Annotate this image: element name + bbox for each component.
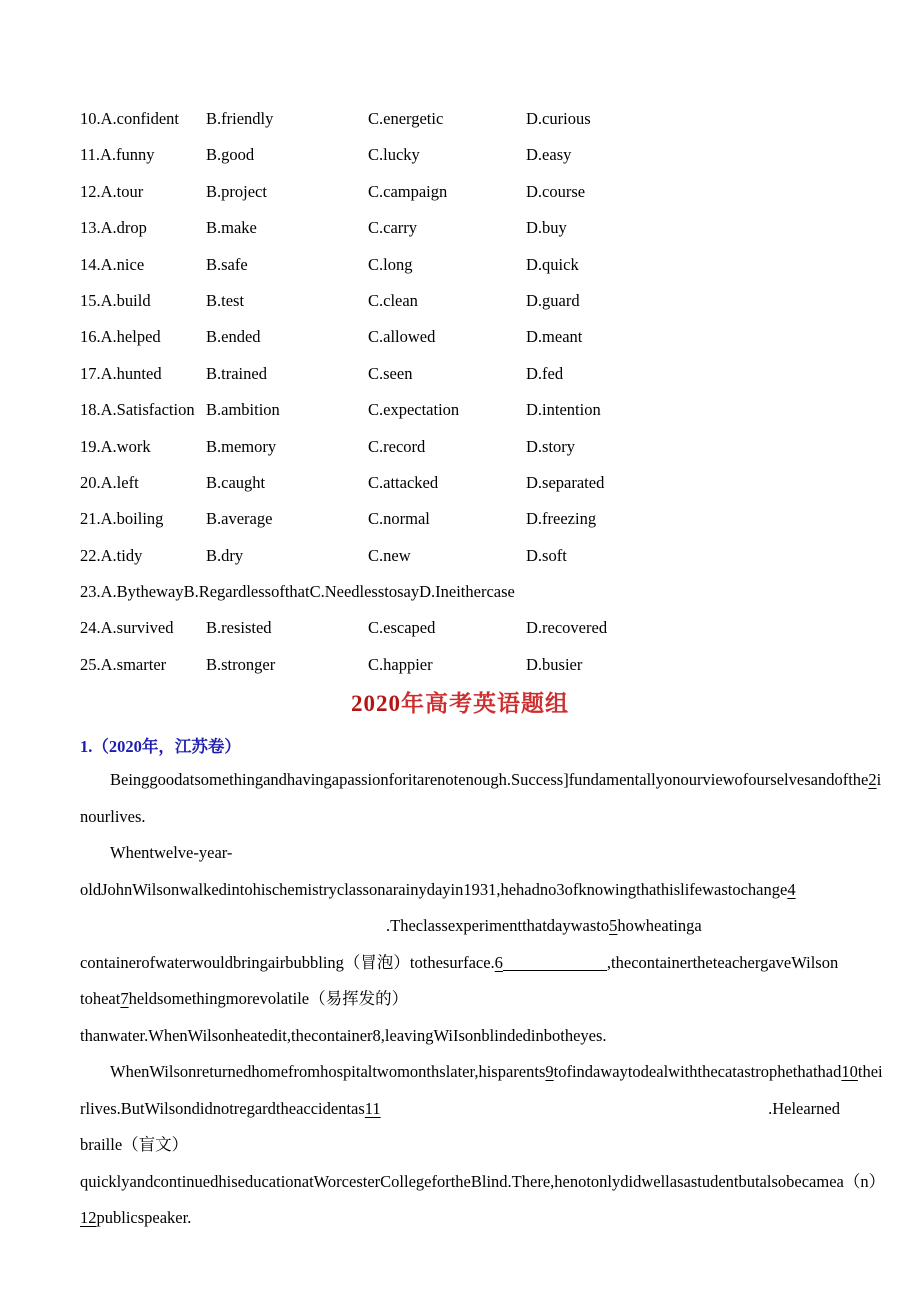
passage-line: [80, 1164, 886, 1201]
passage-text: .Theclassexperimentthatdaywasto: [386, 916, 610, 935]
option-row: [80, 465, 844, 501]
option-cell: C.carry: [368, 218, 418, 238]
blank-number: 2: [868, 770, 877, 789]
passage-text: containerofwaterwouldbringairbubbling（冒泡）tothesurface.: [80, 952, 495, 972]
passage-text: i: [876, 770, 882, 789]
option-cell: B.memory: [206, 436, 277, 456]
option-cell: B.friendly: [206, 109, 274, 128]
blank-number: 11: [364, 1098, 381, 1118]
passage-line: [80, 908, 844, 945]
passage-line: [80, 1054, 883, 1091]
passage-text: braille（盲文）: [80, 1135, 189, 1154]
option-row: [80, 610, 844, 646]
blank-number: 9: [545, 1062, 554, 1081]
fill-in-blank-line: [503, 968, 607, 971]
option-cell: 22.A.tidy: [80, 545, 143, 565]
option-cell: B.dry: [206, 545, 244, 565]
option-cell: 23.A.BythewayB.RegardlessofthatC.NeedlesstosayD.Ineithercase: [80, 582, 515, 602]
option-cell: C.long: [368, 254, 413, 274]
passage-text: WhenWilsonreturnedhomefromhospitaltwomonthslater,hisparents: [110, 1062, 546, 1081]
cloze-options-table: [80, 101, 844, 683]
passage-text: thanwater.WhenWilsonheatedit,thecontainer8,leavingWiIsonblindedinbotheyes.: [80, 1025, 607, 1045]
passage-line: [80, 1018, 844, 1055]
option-cell: B.ambition: [206, 400, 280, 420]
option-row: [80, 538, 844, 574]
option-row: [80, 501, 844, 537]
passage-text: nourlives.: [80, 806, 146, 826]
passage-line: [80, 762, 882, 799]
option-cell: B.stronger: [206, 654, 276, 674]
passage-line: [80, 981, 844, 1018]
option-row: [80, 319, 844, 355]
section-title-text: 年高考英语题组: [401, 691, 569, 716]
option-cell: C.seen: [368, 363, 413, 383]
line-left: [80, 1091, 381, 1128]
option-cell: C.happier: [368, 654, 433, 674]
option-cell: C.attacked: [368, 472, 439, 492]
option-cell: B.resisted: [206, 618, 272, 638]
passage-text: publicspeaker.: [96, 1208, 192, 1227]
option-cell: D.busier: [526, 654, 583, 674]
option-row: [80, 574, 844, 610]
option-cell: D.soft: [526, 545, 567, 565]
option-cell: D.recovered: [526, 618, 608, 638]
section-title-year: 2020: [351, 691, 401, 716]
option-cell: C.campaign: [368, 181, 448, 201]
passage-text: quicklyandcontinuedhiseducationatWorcesterCollegefortheBlind.There,henotonlydidwellasastudentbutalsobecamea（n）: [80, 1171, 886, 1191]
option-cell: C.clean: [368, 290, 418, 310]
passage-line: [80, 1200, 844, 1237]
option-cell: D.buy: [526, 218, 567, 238]
option-cell: B.safe: [206, 254, 248, 274]
option-cell: 25.A.smarter: [80, 654, 167, 674]
option-cell: C.normal: [368, 509, 430, 529]
option-cell: 18.A.Satisfaction: [80, 400, 195, 420]
option-cell: C.energetic: [368, 109, 444, 128]
option-cell: B.average: [206, 509, 273, 529]
passage-text: thei: [857, 1062, 883, 1081]
option-cell: D.story: [526, 436, 576, 456]
option-cell: B.caught: [206, 472, 266, 492]
passage-text: tofindawaytodealwiththecatastrophethathad: [553, 1062, 842, 1081]
option-cell: B.ended: [206, 327, 261, 347]
option-cell: D.easy: [526, 145, 572, 165]
option-cell: 24.A.survived: [80, 618, 174, 638]
option-cell: C.lucky: [368, 145, 420, 165]
passage-text: .Helearned: [768, 1098, 840, 1118]
blank-number: 12: [80, 1208, 97, 1227]
option-cell: 12.A.tour: [80, 181, 144, 201]
line-right: [768, 1091, 840, 1128]
option-row: [80, 647, 844, 683]
option-cell: D.meant: [526, 327, 583, 347]
passage-text: toheat: [80, 989, 121, 1008]
option-cell: 16.A.helped: [80, 327, 161, 347]
option-row: [80, 429, 844, 465]
option-row: [80, 174, 844, 210]
option-cell: B.test: [206, 290, 245, 310]
option-cell: D.separated: [526, 472, 605, 492]
blank-number: 4: [787, 879, 796, 899]
passage-line: [80, 1127, 844, 1164]
option-cell: C.expectation: [368, 400, 460, 420]
option-cell: D.curious: [526, 109, 591, 128]
blank-number: 7: [120, 989, 129, 1008]
passage-line: [80, 799, 844, 836]
option-cell: 10.A.confident: [80, 109, 179, 128]
option-cell: 21.A.boiling: [80, 509, 164, 529]
option-row: [80, 101, 844, 137]
passage-text: heldsomethingmorevolatile（易挥发的）: [128, 989, 409, 1008]
option-row: [80, 210, 844, 246]
option-row: [80, 392, 844, 428]
option-cell: 14.A.nice: [80, 254, 145, 274]
passage-line: [80, 835, 844, 872]
option-cell: C.escaped: [368, 618, 436, 638]
section-title: [0, 686, 920, 722]
option-cell: C.allowed: [368, 327, 436, 347]
option-cell: 20.A.left: [80, 472, 139, 492]
option-row: [80, 283, 844, 319]
passage-text: ,thecontainertheteachergaveWilson: [606, 952, 839, 972]
blank-number: 6: [494, 952, 503, 972]
option-cell: 15.A.build: [80, 290, 151, 310]
option-cell: B.make: [206, 218, 257, 238]
option-cell: D.fed: [526, 363, 564, 383]
passage-line: [80, 945, 844, 982]
option-cell: D.freezing: [526, 509, 597, 529]
blank-number: 10: [841, 1062, 858, 1081]
passage-text: Beinggoodatsomethingandhavingapassionforitarenotenough.Success]fundamentallyonourviewofourselvesandofthe: [110, 770, 869, 789]
option-cell: 13.A.drop: [80, 218, 147, 238]
passage-text: Whentwelve-year-: [110, 843, 233, 862]
option-cell: D.quick: [526, 254, 579, 274]
option-row: [80, 356, 844, 392]
option-cell: 19.A.work: [80, 436, 151, 456]
option-cell: B.good: [206, 145, 255, 165]
option-cell: 17.A.hunted: [80, 363, 162, 383]
option-cell: D.course: [526, 181, 586, 201]
option-cell: B.trained: [206, 363, 267, 383]
cloze-passage: [80, 762, 886, 1237]
blank-number: 5: [609, 916, 618, 935]
passage-text: rlives.ButWilsondidnotregardtheaccidentas: [80, 1098, 365, 1118]
option-row: [80, 247, 844, 283]
option-cell: D.guard: [526, 290, 580, 310]
option-row: [80, 137, 844, 173]
option-cell: 11.A.funny: [80, 145, 155, 165]
passage-text: howheatinga: [617, 916, 702, 935]
passage-text: oldJohnWilsonwalkedintohischemistryclassonarainydayin1931,hehadno3ofknowingthathislifewastochange: [80, 879, 788, 899]
option-cell: B.project: [206, 181, 267, 201]
option-cell: C.new: [368, 545, 411, 565]
option-cell: D.intention: [526, 400, 601, 420]
exam-source-label: 1.（2020年，江苏卷）: [80, 737, 241, 756]
passage-line: [80, 1091, 844, 1128]
option-cell: C.record: [368, 436, 426, 456]
passage-line: [80, 872, 844, 909]
